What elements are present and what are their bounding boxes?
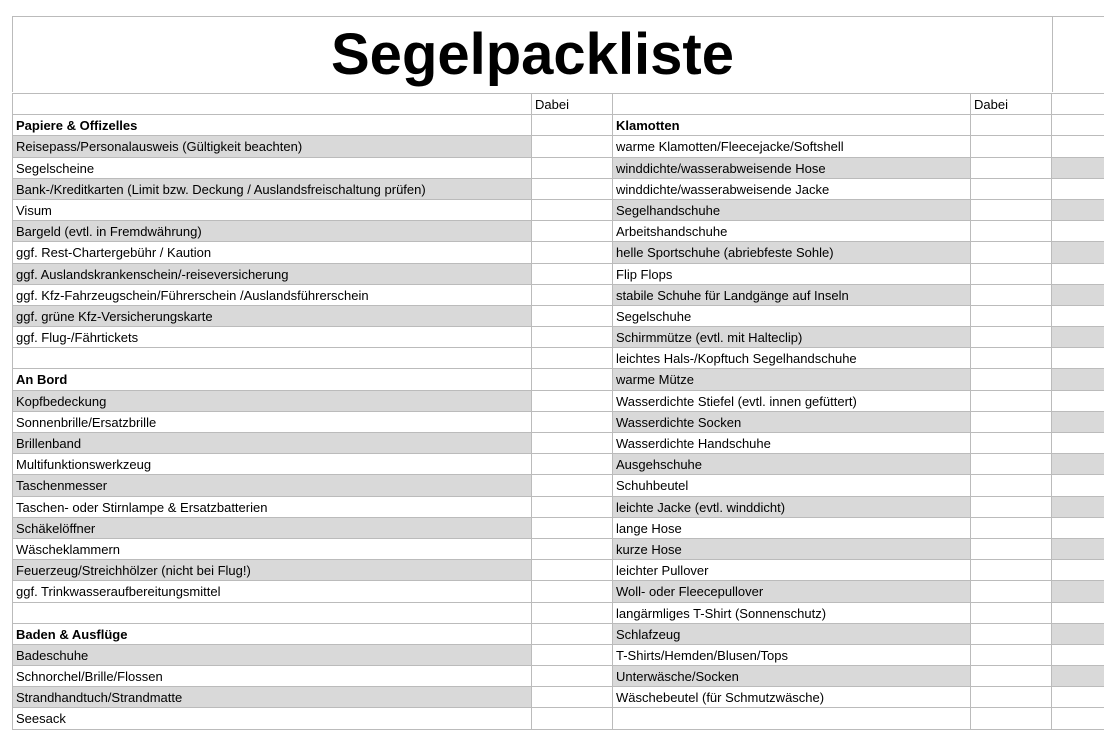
header-cell[interactable]: [612, 94, 970, 115]
dabei-checkbox-cell[interactable]: [531, 708, 612, 729]
section-heading[interactable]: Papiere & Offizelles: [12, 115, 531, 136]
item-cell[interactable]: ggf. Rest-Chartergebühr / Kaution: [12, 242, 531, 263]
empty-cell[interactable]: [1051, 391, 1104, 412]
table-row: [12, 581, 1104, 602]
dabei-checkbox-cell[interactable]: [531, 200, 612, 221]
table-row: [12, 327, 1104, 348]
item-cell[interactable]: Segelhandschuhe: [612, 200, 970, 221]
table-row: [12, 179, 1104, 200]
dabei-checkbox-cell[interactable]: [531, 158, 612, 179]
dabei-checkbox-cell[interactable]: [531, 285, 612, 306]
dabei-checkbox-cell[interactable]: [970, 221, 1051, 242]
item-cell[interactable]: winddichte/wasserabweisende Jacke: [612, 179, 970, 200]
dabei-checkbox-cell[interactable]: [531, 369, 612, 390]
title-row: [12, 16, 1104, 93]
item-cell[interactable]: Schnorchel/Brille/Flossen: [12, 666, 531, 687]
item-cell[interactable]: winddichte/wasserabweisende Hose: [612, 158, 970, 179]
table-row: [12, 221, 1104, 242]
item-cell[interactable]: Wasserdichte Stiefel (evtl. innen gefüttert): [612, 391, 970, 412]
item-cell[interactable]: ggf. Auslandskrankenschein/-reiseversicherung: [12, 264, 531, 285]
empty-cell[interactable]: [1051, 475, 1104, 496]
dabei-checkbox-cell[interactable]: [531, 221, 612, 242]
empty-cell[interactable]: [1052, 17, 1104, 92]
item-cell[interactable]: Flip Flops: [612, 264, 970, 285]
dabei-checkbox-cell[interactable]: [970, 369, 1051, 390]
dabei-checkbox-cell[interactable]: [531, 624, 612, 645]
table-row: [12, 158, 1104, 179]
item-cell[interactable]: Schirmmütze (evtl. mit Halteclip): [612, 327, 970, 348]
item-cell[interactable]: Segelscheine: [12, 158, 531, 179]
item-cell[interactable]: Brillenband: [12, 433, 531, 454]
dabei-checkbox-cell[interactable]: [531, 179, 612, 200]
empty-cell[interactable]: [1051, 136, 1104, 157]
table-row: [12, 285, 1104, 306]
item-cell[interactable]: [12, 348, 531, 369]
dabei-checkbox-cell[interactable]: [531, 327, 612, 348]
dabei-checkbox-cell[interactable]: [531, 666, 612, 687]
empty-cell[interactable]: [1051, 497, 1104, 518]
item-cell[interactable]: T-Shirts/Hemden/Blusen/Tops: [612, 645, 970, 666]
item-cell[interactable]: Segelschuhe: [612, 306, 970, 327]
empty-cell[interactable]: [1051, 454, 1104, 475]
dabei-checkbox-cell[interactable]: [970, 285, 1051, 306]
table-row: [12, 115, 1104, 136]
item-cell[interactable]: Visum: [12, 200, 531, 221]
dabei-checkbox-cell[interactable]: [531, 560, 612, 581]
empty-cell[interactable]: [1051, 200, 1104, 221]
item-cell[interactable]: Schlafzeug: [612, 624, 970, 645]
table-row: [12, 264, 1104, 285]
item-cell[interactable]: Multifunktionswerkzeug: [12, 454, 531, 475]
dabei-checkbox-cell[interactable]: [531, 242, 612, 263]
table-row: [12, 348, 1104, 369]
dabei-checkbox-cell[interactable]: [531, 539, 612, 560]
item-cell[interactable]: kurze Hose: [612, 539, 970, 560]
item-cell[interactable]: warme Mütze: [612, 369, 970, 390]
item-cell[interactable]: Taschenmesser: [12, 475, 531, 496]
dabei-checkbox-cell[interactable]: [970, 348, 1051, 369]
dabei-checkbox-cell[interactable]: [531, 433, 612, 454]
empty-cell[interactable]: [1051, 560, 1104, 581]
item-cell[interactable]: [12, 603, 531, 624]
dabei-checkbox-cell[interactable]: [970, 179, 1051, 200]
item-cell[interactable]: Woll- oder Fleecepullover: [612, 581, 970, 602]
dabei-checkbox-cell[interactable]: [531, 645, 612, 666]
empty-cell[interactable]: [1051, 179, 1104, 200]
item-cell[interactable]: Wäschebeutel (für Schmutzwäsche): [612, 687, 970, 708]
empty-cell[interactable]: [1051, 327, 1104, 348]
empty-cell[interactable]: [1051, 94, 1104, 115]
empty-cell[interactable]: [1051, 433, 1104, 454]
dabei-checkbox-cell[interactable]: [970, 708, 1051, 729]
table-row: [12, 369, 1104, 390]
empty-cell[interactable]: [1051, 412, 1104, 433]
item-cell[interactable]: Badeschuhe: [12, 645, 531, 666]
dabei-checkbox-cell[interactable]: [970, 412, 1051, 433]
dabei-checkbox-cell[interactable]: [970, 158, 1051, 179]
empty-cell[interactable]: [1051, 285, 1104, 306]
dabei-checkbox-cell[interactable]: [970, 560, 1051, 581]
table-row: [12, 475, 1104, 496]
dabei-checkbox-cell[interactable]: [970, 242, 1051, 263]
item-cell[interactable]: ggf. Trinkwasseraufbereitungsmittel: [12, 581, 531, 602]
item-cell[interactable]: Wäscheklammern: [12, 539, 531, 560]
item-cell[interactable]: Sonnenbrille/Ersatzbrille: [12, 412, 531, 433]
table-row: [12, 603, 1104, 624]
dabei-checkbox-cell[interactable]: [531, 475, 612, 496]
dabei-checkbox-cell[interactable]: [970, 200, 1051, 221]
dabei-checkbox-cell[interactable]: [970, 475, 1051, 496]
table-row: [12, 306, 1104, 327]
empty-cell[interactable]: [1051, 115, 1104, 136]
item-cell[interactable]: Bank-/Kreditkarten (Limit bzw. Deckung / Auslandsfreischaltung prüfen): [12, 179, 531, 200]
header-cell[interactable]: [12, 94, 531, 115]
item-cell[interactable]: stabile Schuhe für Landgänge auf Inseln: [612, 285, 970, 306]
item-cell[interactable]: Unterwäsche/Socken: [612, 666, 970, 687]
empty-cell[interactable]: [1051, 264, 1104, 285]
empty-cell[interactable]: [1051, 539, 1104, 560]
dabei-checkbox-cell[interactable]: [531, 454, 612, 475]
item-cell[interactable]: Feuerzeug/Streichhölzer (nicht bei Flug!): [12, 560, 531, 581]
table-row: [12, 539, 1104, 560]
section-heading[interactable]: An Bord: [12, 369, 531, 390]
table-row: [12, 94, 1104, 115]
dabei-checkbox-cell[interactable]: [970, 518, 1051, 539]
table-row: [12, 412, 1104, 433]
section-heading[interactable]: Klamotten: [612, 115, 970, 136]
table-row: [12, 391, 1104, 412]
empty-cell[interactable]: [1051, 666, 1104, 687]
dabei-header-left[interactable]: Dabei: [531, 94, 612, 115]
table-row: [12, 433, 1104, 454]
item-cell[interactable]: Bargeld (evtl. in Fremdwährung): [12, 221, 531, 242]
item-cell[interactable]: Seesack: [12, 708, 531, 729]
table-row: [12, 708, 1104, 729]
item-cell[interactable]: Strandhandtuch/Strandmatte: [12, 687, 531, 708]
dabei-checkbox-cell[interactable]: [970, 115, 1051, 136]
empty-cell[interactable]: [1051, 518, 1104, 539]
table-row: [12, 645, 1104, 666]
table-row: [12, 242, 1104, 263]
table-row: [12, 200, 1104, 221]
empty-cell[interactable]: [1051, 624, 1104, 645]
item-cell[interactable]: [612, 708, 970, 729]
empty-cell[interactable]: [1051, 306, 1104, 327]
empty-cell[interactable]: [1051, 348, 1104, 369]
empty-cell[interactable]: [1051, 242, 1104, 263]
dabei-checkbox-cell[interactable]: [970, 624, 1051, 645]
empty-cell[interactable]: [1051, 603, 1104, 624]
dabei-checkbox-cell[interactable]: [531, 518, 612, 539]
dabei-checkbox-cell[interactable]: [531, 264, 612, 285]
section-heading[interactable]: Baden & Ausflüge: [12, 624, 531, 645]
dabei-checkbox-cell[interactable]: [531, 603, 612, 624]
dabei-checkbox-cell[interactable]: [970, 264, 1051, 285]
empty-cell[interactable]: [1051, 645, 1104, 666]
item-cell[interactable]: Reisepass/Personalausweis (Gültigkeit beachten): [12, 136, 531, 157]
dabei-checkbox-cell[interactable]: [970, 666, 1051, 687]
dabei-checkbox-cell[interactable]: [970, 391, 1051, 412]
page-title: Segelpackliste: [12, 17, 1053, 92]
item-cell[interactable]: Wasserdichte Socken: [612, 412, 970, 433]
empty-cell[interactable]: [1051, 687, 1104, 708]
dabei-checkbox-cell[interactable]: [970, 539, 1051, 560]
dabei-checkbox-cell[interactable]: [531, 497, 612, 518]
spreadsheet: [12, 16, 1104, 730]
packing-grid: [12, 93, 1104, 730]
table-row: [12, 560, 1104, 581]
dabei-checkbox-cell[interactable]: [970, 645, 1051, 666]
item-cell[interactable]: helle Sportschuhe (abriebfeste Sohle): [612, 242, 970, 263]
dabei-checkbox-cell[interactable]: [531, 115, 612, 136]
dabei-checkbox-cell[interactable]: [970, 497, 1051, 518]
item-cell[interactable]: ggf. Kfz-Fahrzeugschein/Führerschein /Auslandsführerschein: [12, 285, 531, 306]
item-cell[interactable]: Arbeitshandschuhe: [612, 221, 970, 242]
table-row: [12, 666, 1104, 687]
empty-cell[interactable]: [1051, 708, 1104, 729]
empty-cell[interactable]: [1051, 581, 1104, 602]
table-row: [12, 136, 1104, 157]
item-cell[interactable]: Schäkelöffner: [12, 518, 531, 539]
table-row: [12, 518, 1104, 539]
table-row: [12, 454, 1104, 475]
item-cell[interactable]: Wasserdichte Handschuhe: [612, 433, 970, 454]
item-cell[interactable]: ggf. Flug-/Fährtickets: [12, 327, 531, 348]
item-cell[interactable]: leichter Pullover: [612, 560, 970, 581]
item-cell[interactable]: Ausgehschuhe: [612, 454, 970, 475]
dabei-checkbox-cell[interactable]: [531, 391, 612, 412]
dabei-checkbox-cell[interactable]: [970, 687, 1051, 708]
table-row: [12, 687, 1104, 708]
dabei-checkbox-cell[interactable]: [531, 581, 612, 602]
dabei-checkbox-cell[interactable]: [531, 348, 612, 369]
dabei-checkbox-cell[interactable]: [531, 687, 612, 708]
item-cell[interactable]: warme Klamotten/Fleecejacke/Softshell: [612, 136, 970, 157]
table-row: [12, 497, 1104, 518]
table-row: [12, 624, 1104, 645]
empty-cell[interactable]: [1051, 221, 1104, 242]
item-cell[interactable]: langärmliges T-Shirt (Sonnenschutz): [612, 603, 970, 624]
item-cell[interactable]: leichte Jacke (evtl. winddicht): [612, 497, 970, 518]
item-cell[interactable]: lange Hose: [612, 518, 970, 539]
empty-cell[interactable]: [1051, 369, 1104, 390]
dabei-checkbox-cell[interactable]: [970, 136, 1051, 157]
dabei-checkbox-cell[interactable]: [970, 603, 1051, 624]
item-cell[interactable]: ggf. grüne Kfz-Versicherungskarte: [12, 306, 531, 327]
dabei-checkbox-cell[interactable]: [970, 433, 1051, 454]
dabei-checkbox-cell[interactable]: [970, 306, 1051, 327]
item-cell[interactable]: Schuhbeutel: [612, 475, 970, 496]
dabei-checkbox-cell[interactable]: [531, 136, 612, 157]
dabei-checkbox-cell[interactable]: [531, 306, 612, 327]
dabei-checkbox-cell[interactable]: [531, 412, 612, 433]
item-cell[interactable]: Taschen- oder Stirnlampe & Ersatzbatterien: [12, 497, 531, 518]
dabei-checkbox-cell[interactable]: [970, 327, 1051, 348]
dabei-header-right[interactable]: Dabei: [970, 94, 1051, 115]
empty-cell[interactable]: [1051, 158, 1104, 179]
dabei-checkbox-cell[interactable]: [970, 581, 1051, 602]
dabei-checkbox-cell[interactable]: [970, 454, 1051, 475]
item-cell[interactable]: leichtes Hals-/Kopftuch Segelhandschuhe: [612, 348, 970, 369]
item-cell[interactable]: Kopfbedeckung: [12, 391, 531, 412]
